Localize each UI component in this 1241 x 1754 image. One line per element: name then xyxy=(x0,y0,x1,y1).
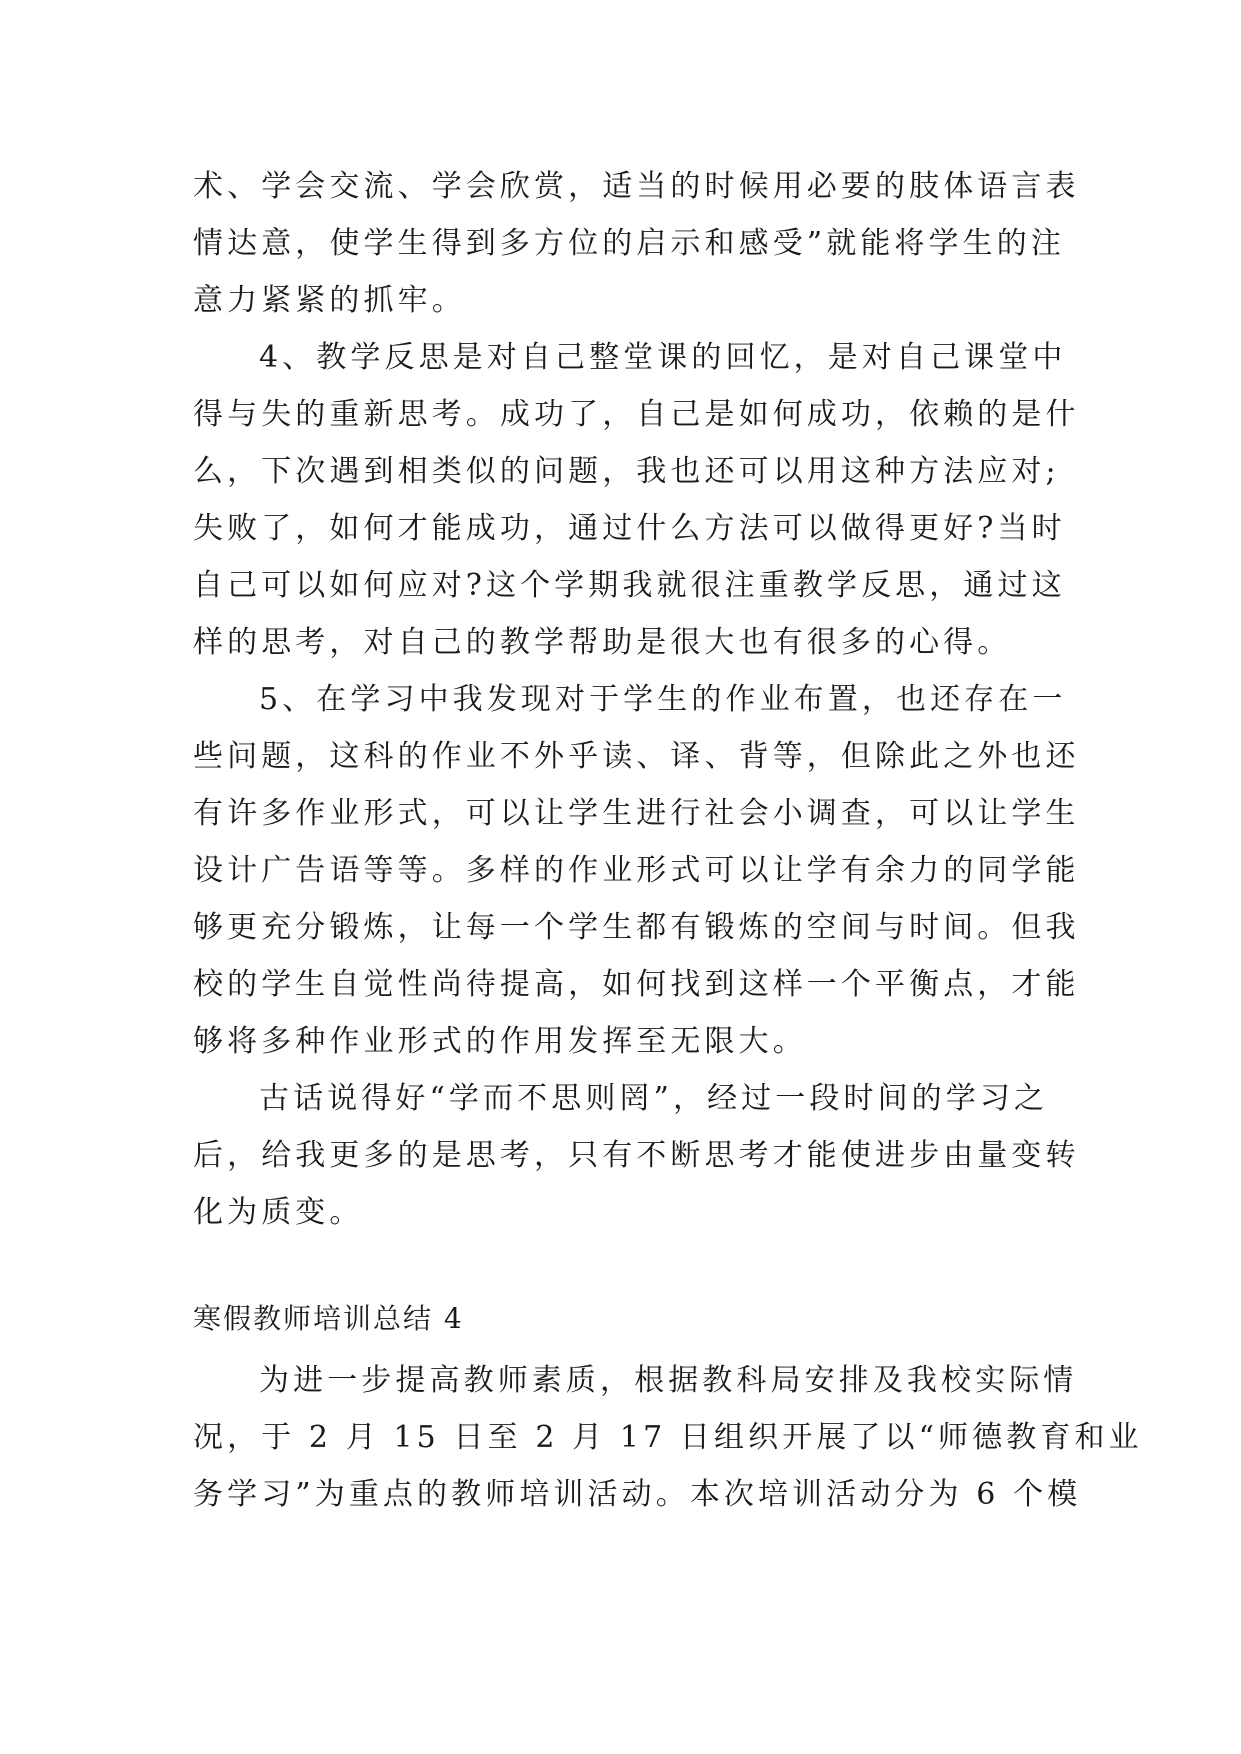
text-line: 化为质变。 xyxy=(193,1195,364,1230)
text-line: 古话说得好“学而不思则罔”，经过一段时间的学习之 xyxy=(259,1081,1049,1116)
text-line: 5、在学习中我发现对于学生的作业布置，也还存在一 xyxy=(259,682,1067,717)
text-line: 些问题，这科的作业不外乎读、译、背等，但除此之外也还 xyxy=(193,739,1080,774)
document-body xyxy=(193,158,1143,1523)
text-line: 后，给我更多的是思考，只有不断思考才能使进步由量变转 xyxy=(193,1138,1080,1173)
text-line: 自己可以如何应对?这个学期我就很注重教学反思，通过这 xyxy=(193,568,1066,603)
text-line: 术、学会交流、学会欣赏，适当的时候用必要的肢体语言表 xyxy=(193,169,1080,204)
text-line: 务学习”为重点的教师培训活动。本次培训活动分为 6 个模 xyxy=(193,1477,1082,1512)
text-line: 么，下次遇到相类似的问题，我也还可以用这种方法应对; xyxy=(193,454,1060,489)
text-line: 4、教学反思是对自己整堂课的回忆，是对自己课堂中 xyxy=(259,340,1067,375)
text-line: 情达意，使学生得到多方位的启示和感受”就能将学生的注 xyxy=(193,226,1065,261)
text-line: 校的学生自觉性尚待提高，如何找到这样一个平衡点，才能 xyxy=(193,967,1080,1002)
section-gap xyxy=(193,1241,1055,1286)
body-text-after-heading xyxy=(193,1352,1143,1523)
text-line: 得与失的重新思考。成功了，自己是如何成功，依赖的是什 xyxy=(193,397,1080,432)
text-line: 意力紧紧的抓牢。 xyxy=(193,283,466,318)
text-line: 设计广告语等等。多样的作业形式可以让学有余力的同学能 xyxy=(193,853,1080,888)
section-heading: 寒假教师培训总结 4 xyxy=(193,1302,464,1335)
text-line: 样的思考，对自己的教学帮助是很大也有很多的心得。 xyxy=(193,625,1012,660)
body-text-before-heading xyxy=(193,158,1080,1241)
text-line: 失败了，如何才能成功，通过什么方法可以做得更好?当时 xyxy=(193,511,1066,546)
text-line: 够更充分锻炼，让每一个学生都有锻炼的空间与时间。但我 xyxy=(193,910,1080,945)
text-line: 况，于 2 月 15 日至 2 月 17 日组织开展了以“师德教育和业 xyxy=(193,1420,1143,1455)
text-line: 有许多作业形式，可以让学生进行社会小调查，可以让学生 xyxy=(193,796,1080,831)
text-line: 为进一步提高教师素质，根据教科局安排及我校实际情 xyxy=(259,1363,1078,1398)
text-line: 够将多种作业形式的作用发挥至无限大。 xyxy=(193,1024,807,1059)
